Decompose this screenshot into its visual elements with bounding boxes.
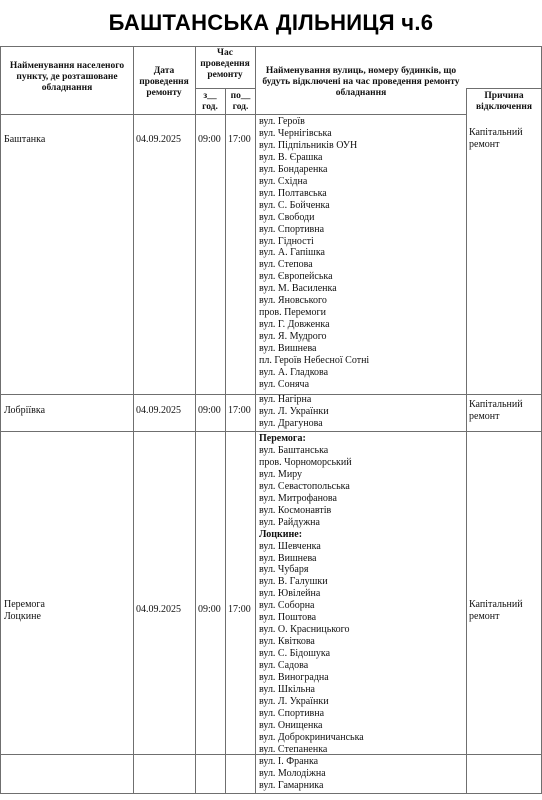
street-item: вул. Вишнева xyxy=(259,343,317,355)
street-item: вул. Онищенка xyxy=(259,719,323,731)
street-item: вул. Шевченка xyxy=(259,540,321,552)
street-item: вул. Нагірна xyxy=(259,394,312,405)
reason-cell: Капітальний ремонт xyxy=(469,599,523,622)
header-time-from: з__ год. xyxy=(202,91,218,112)
street-item: вул. С. Бойченка xyxy=(259,199,330,211)
street-item: вул. Я. Мудрого xyxy=(259,331,327,343)
street-item: вул. Яновського xyxy=(259,295,327,307)
street-item: вул. Гідності xyxy=(259,235,314,247)
street-item: вул. Бондаренка xyxy=(259,163,328,175)
street-item: вул. Космонавтів xyxy=(259,504,332,516)
page-title: БАШТАНСЬКА ДІЛЬНИЦЯ ч.6 xyxy=(108,10,434,35)
street-item: вул. С. Бідошука xyxy=(259,648,331,660)
header-time: Час проведення ремонту xyxy=(200,48,250,80)
street-item: вул. Гамарника xyxy=(259,779,324,791)
street-item: вул. Поштова xyxy=(259,612,317,624)
street-item: вул. Виноградна xyxy=(259,672,329,684)
street-item: вул. Райдужна xyxy=(259,516,320,528)
header-date: Дата проведення ремонту xyxy=(139,66,189,98)
date-cell: 04.09.2025 xyxy=(136,604,181,615)
street-item: вул. Квіткова xyxy=(259,636,315,648)
header-reason: Причина відключення xyxy=(476,91,532,112)
date-cell: 04.09.2025 xyxy=(136,134,181,145)
street-item: вул. Степаненка xyxy=(259,743,328,755)
street-item: вул. Садова xyxy=(259,660,309,672)
street-item: вул. Підпільників ОУН xyxy=(259,139,358,151)
street-item: вул. І. Франка xyxy=(259,756,319,767)
street-item: вул. А. Гладкова xyxy=(259,367,329,379)
street-item: вул. Чернігівська xyxy=(259,127,332,139)
village-group-label: Перемога: xyxy=(259,433,306,444)
street-item: вул. Полтавська xyxy=(259,187,327,199)
reason-cell: Капітальний ремонт xyxy=(469,399,523,422)
street-item: вул. Героїв xyxy=(259,116,305,127)
street-item: вул. Європейська xyxy=(259,271,333,283)
street-item: вул. Доброкриничанська xyxy=(259,731,364,743)
street-item: вул. Свободи xyxy=(259,211,315,223)
time-to-cell: 17:00 xyxy=(228,134,251,145)
street-item: вул. Вишнева xyxy=(259,552,317,564)
street-item: пров. Чорноморський xyxy=(259,456,352,468)
street-item: вул. Баштанська xyxy=(259,444,329,456)
street-item: вул. Східна xyxy=(259,175,308,187)
street-item: вул. Шкільна xyxy=(259,684,315,696)
street-item: вул. Соборна xyxy=(259,600,315,612)
reason-cell: Капітальний ремонт xyxy=(469,127,523,150)
street-item: вул. Спортивна xyxy=(259,223,325,235)
street-item: вул. Молодіжна xyxy=(259,767,326,779)
time-to-cell: 17:00 xyxy=(228,604,251,615)
settlement-cell: Перемога Лоцкине xyxy=(4,599,45,622)
date-cell: 04.09.2025 xyxy=(136,405,181,416)
street-item: вул. Л. Українки xyxy=(259,405,329,417)
settlement-cell: Лобріївка xyxy=(4,405,46,416)
street-item: вул. О. Красницького xyxy=(259,624,350,636)
street-item: вул. Ювілейна xyxy=(259,588,321,600)
street-list xyxy=(259,116,369,391)
street-item: вул. Степова xyxy=(259,259,313,271)
street-list xyxy=(259,394,329,430)
street-item: вул. Чубаря xyxy=(259,564,309,576)
street-item: вул. Миру xyxy=(259,468,303,480)
street-item: вул. В. Єрашка xyxy=(259,151,323,163)
time-from-cell: 09:00 xyxy=(198,604,221,615)
street-item: вул. Соняча xyxy=(259,378,310,390)
header-time-to: по__ год. xyxy=(230,91,251,112)
street-item: вул. Л. Українки xyxy=(259,695,329,707)
street-list xyxy=(259,433,364,756)
time-from-cell: 09:00 xyxy=(198,134,221,145)
settlement-cell: Баштанка xyxy=(4,134,46,145)
time-to-cell: 17:00 xyxy=(228,405,251,416)
street-item: вул. Митрофанова xyxy=(259,492,337,504)
street-item: вул. Севастопольська xyxy=(259,480,350,492)
time-from-cell: 09:00 xyxy=(198,405,221,416)
street-item: вул. А. Гапішка xyxy=(259,247,325,259)
street-item: вул. В. Галушки xyxy=(259,576,328,588)
street-item: пл. Героїв Небесної Сотні xyxy=(259,355,370,367)
street-item: вул. Спортивна xyxy=(259,707,325,719)
header-streets: Найменування вулиць, номеру будинків, що будуть відключені на час проведення ремонту обладнання xyxy=(262,66,460,98)
street-item: вул. Драгунова xyxy=(259,417,323,429)
village-group-label: Лоцкине: xyxy=(259,528,303,540)
street-item: пров. Перемоги xyxy=(259,307,326,319)
street-item: вул. М. Василенка xyxy=(259,283,337,295)
header-settlement: Найменування населеного пункту, де розташоване обладнання xyxy=(9,61,125,93)
street-item: вул. Г. Довженка xyxy=(259,319,330,331)
street-list xyxy=(259,756,326,792)
